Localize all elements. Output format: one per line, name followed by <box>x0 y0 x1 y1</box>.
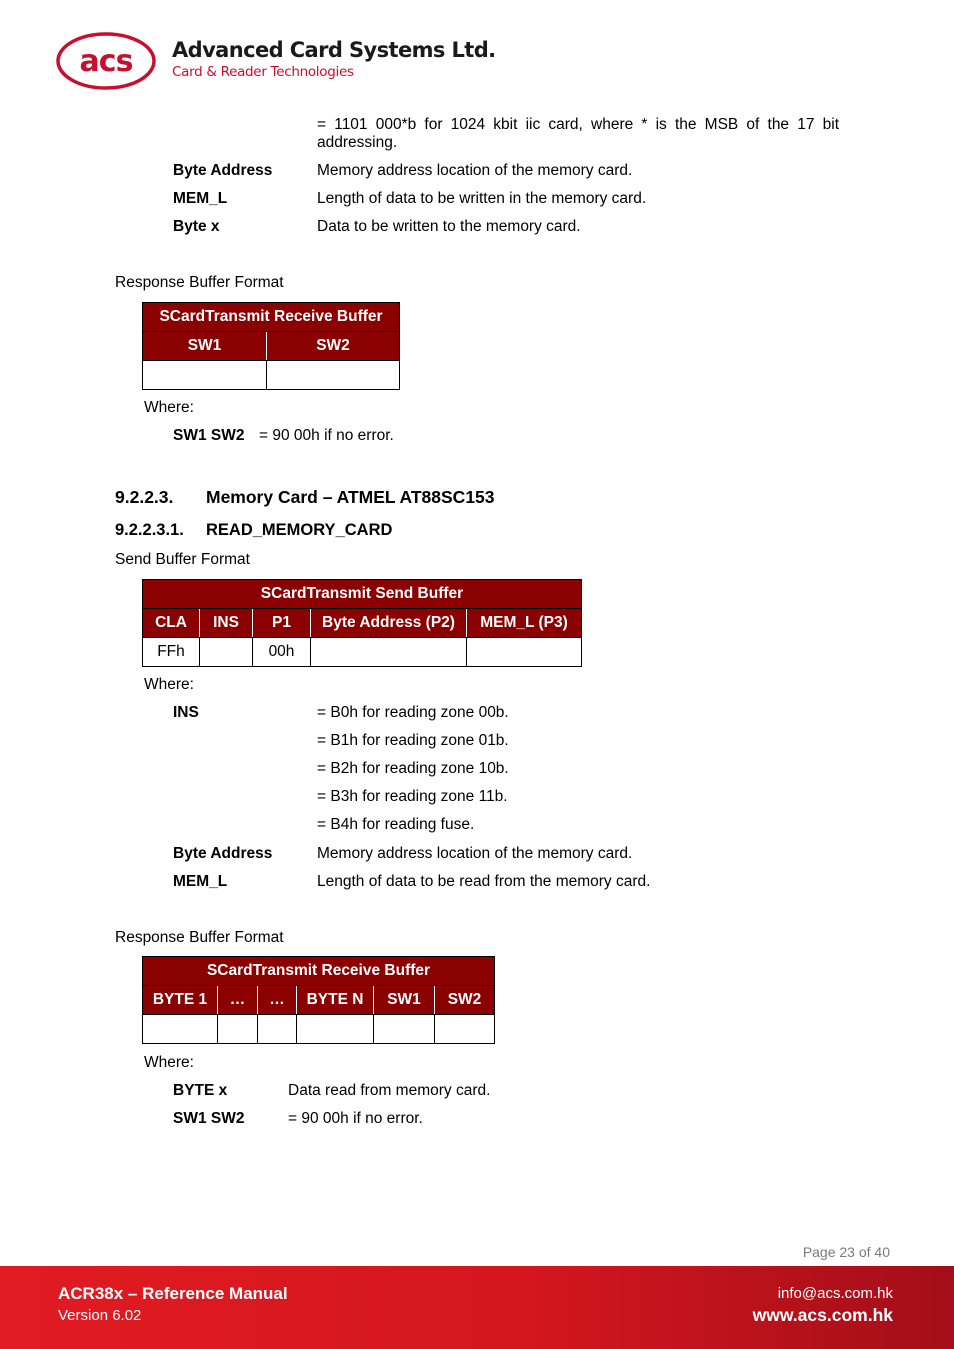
def-desc: Memory address location of the memory card. <box>317 162 633 179</box>
def-desc: Length of data to be read from the memory card. <box>317 873 651 890</box>
send-buffer-table <box>142 579 582 667</box>
section-title: Memory Card – ATMEL AT88SC153 <box>206 487 495 507</box>
table-header-cell: … <box>218 986 258 1015</box>
table-header-cell: Byte Address (P2) <box>311 609 467 638</box>
table-cell <box>267 361 400 390</box>
ins-value: = B0h for reading zone 00b. <box>317 704 509 721</box>
table-title: SCardTransmit Send Buffer <box>143 580 582 609</box>
where-label: Where: <box>144 1054 194 1071</box>
def-term: BYTE x <box>173 1082 228 1099</box>
table-header-cell: INS <box>200 609 253 638</box>
def-term: Byte x <box>173 218 220 235</box>
subsection-title: READ_MEMORY_CARD <box>206 521 393 539</box>
section-number: 9.2.2.3. <box>115 487 174 507</box>
table-cell <box>435 1015 495 1044</box>
send-buffer-label: Send Buffer Format <box>115 551 250 568</box>
table-cell: FFh <box>143 638 200 667</box>
def-term: INS <box>173 704 199 721</box>
website-link[interactable]: www.acs.com.hk <box>752 1305 893 1325</box>
def-desc: Data read from memory card. <box>288 1082 491 1099</box>
table-title: SCardTransmit Receive Buffer <box>143 957 495 986</box>
def-term: MEM_L <box>173 873 228 890</box>
table-cell <box>143 361 267 390</box>
table-header-cell: BYTE N <box>297 986 374 1015</box>
table-cell <box>258 1015 297 1044</box>
table-cell <box>218 1015 258 1044</box>
receive-buffer-table <box>142 302 400 390</box>
table-cell <box>200 638 253 667</box>
page-number: Page 23 of 40 <box>802 1244 890 1260</box>
where-label: Where: <box>144 399 194 416</box>
def-desc: = 90 00h if no error. <box>259 427 394 444</box>
receive-buffer-table <box>142 956 495 1044</box>
def-term: MEM_L <box>173 190 228 207</box>
logo-text: acs <box>79 44 133 79</box>
def-term: Byte Address <box>173 845 273 862</box>
where-label: Where: <box>144 676 194 693</box>
subsection-number: 9.2.2.3.1. <box>115 521 184 539</box>
def-term: SW1 SW2 <box>173 427 245 444</box>
table-cell: 00h <box>253 638 311 667</box>
def-desc: Length of data to be written in the memory card. <box>317 190 647 207</box>
addressing-note: = 1101 000*b for 1024 kbit iic card, where * is the MSB of the 17 bit addressing. <box>317 116 839 151</box>
acs-logo <box>56 31 156 91</box>
table-header-cell: P1 <box>253 609 311 638</box>
table-title: SCardTransmit Receive Buffer <box>143 303 400 332</box>
ins-value: = B3h for reading zone 11b. <box>317 788 508 805</box>
table-header-cell: CLA <box>143 609 200 638</box>
response-buffer-label: Response Buffer Format <box>115 929 284 946</box>
company-name: Advanced Card Systems Ltd. <box>172 38 496 62</box>
doc-title: ACR38x – Reference Manual <box>58 1284 288 1303</box>
response-buffer-label: Response Buffer Format <box>115 274 284 291</box>
table-cell <box>374 1015 435 1044</box>
def-term: SW1 SW2 <box>173 1110 245 1127</box>
def-desc: = 90 00h if no error. <box>288 1110 423 1127</box>
table-header-cell: … <box>258 986 297 1015</box>
table-cell <box>311 638 467 667</box>
doc-version: Version 6.02 <box>58 1307 142 1324</box>
table-cell <box>143 1015 218 1044</box>
def-desc: Data to be written to the memory card. <box>317 218 581 235</box>
footer-bar <box>0 1266 954 1349</box>
table-header-cell: SW1 <box>374 986 435 1015</box>
ins-value: = B1h for reading zone 01b. <box>317 732 509 749</box>
table-cell <box>467 638 582 667</box>
ins-value: = B4h for reading fuse. <box>317 816 475 833</box>
table-cell <box>297 1015 374 1044</box>
table-header-cell: MEM_L (P3) <box>467 609 582 638</box>
table-header-cell: SW1 <box>143 332 267 361</box>
ins-value: = B2h for reading zone 10b. <box>317 760 509 777</box>
table-header-cell: BYTE 1 <box>143 986 218 1015</box>
contact-email[interactable]: info@acs.com.hk <box>777 1285 893 1302</box>
company-tagline: Card & Reader Technologies <box>172 64 354 80</box>
table-header-cell: SW2 <box>267 332 400 361</box>
table-header-cell: SW2 <box>435 986 495 1015</box>
def-desc: Memory address location of the memory card. <box>317 845 633 862</box>
def-term: Byte Address <box>173 162 273 179</box>
